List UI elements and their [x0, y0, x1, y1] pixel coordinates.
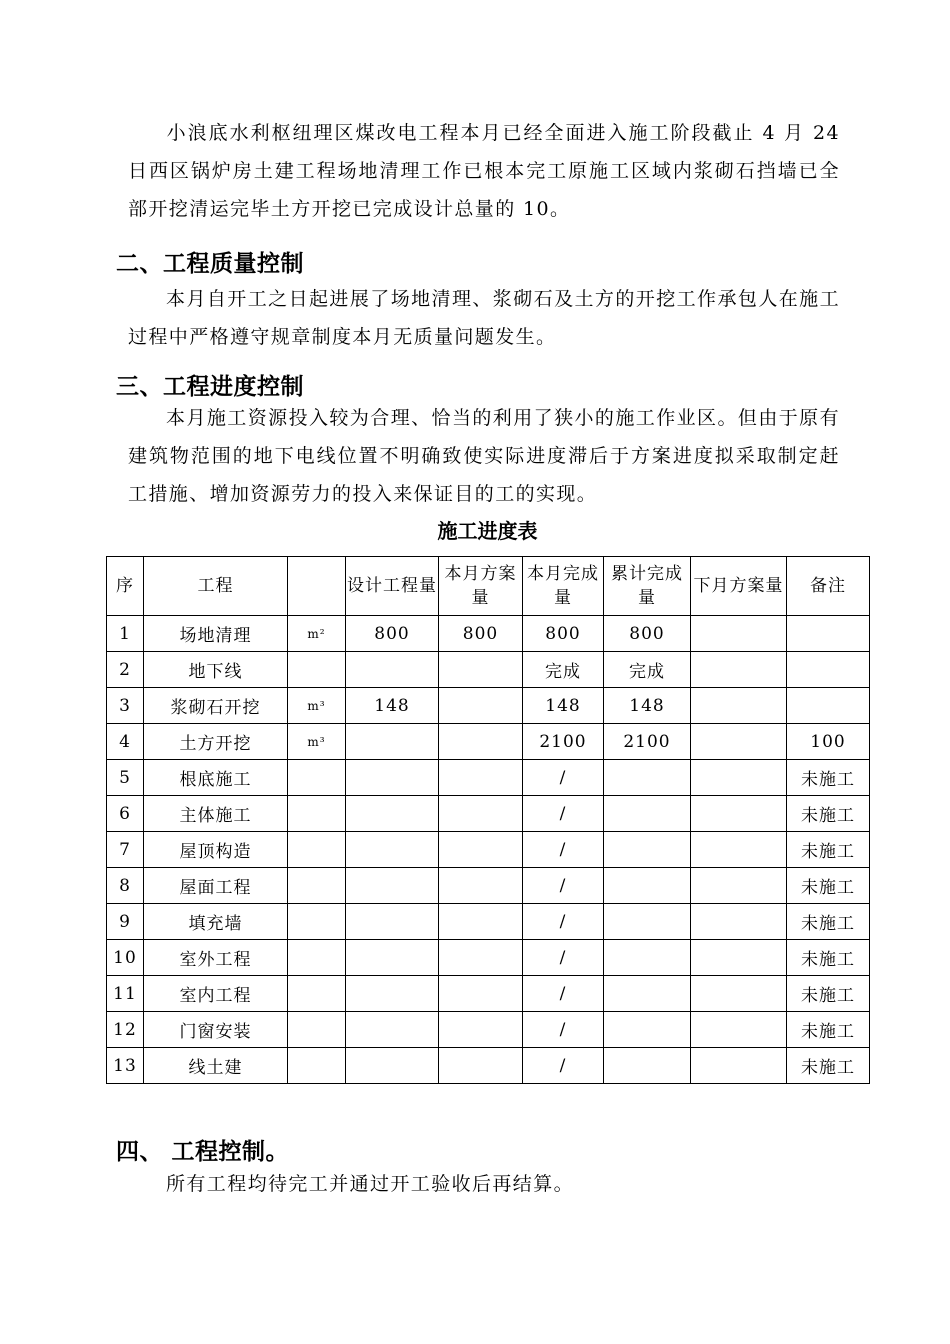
- table-cell: [691, 796, 787, 832]
- table-row: [107, 832, 870, 868]
- table-row: [107, 760, 870, 796]
- table-cell: 未施工: [787, 1048, 870, 1084]
- table-row: [107, 976, 870, 1012]
- section2-paragraph: [128, 280, 840, 356]
- table-cell: [604, 760, 691, 796]
- table-cell: [439, 940, 523, 976]
- schedule-table: [106, 556, 870, 1084]
- table-cell: 未施工: [787, 976, 870, 1012]
- header-cell: 累计完成量: [604, 557, 691, 616]
- table-cell: 完成: [523, 652, 604, 688]
- unit-cell: [288, 796, 346, 832]
- header-cell: 序: [107, 557, 144, 616]
- header-cell: 本月完成量: [523, 557, 604, 616]
- unit-cell: [288, 940, 346, 976]
- table-row: [107, 796, 870, 832]
- table-cell: 148: [604, 688, 691, 724]
- table-cell: 4: [107, 724, 144, 760]
- table-cell: 屋顶构造: [144, 832, 288, 868]
- table-cell: /: [523, 796, 604, 832]
- table-cell: [691, 652, 787, 688]
- schedule-table-title: 施工进度表: [437, 519, 538, 543]
- table-cell: 800: [439, 616, 523, 652]
- table-cell: [439, 976, 523, 1012]
- table-cell: 地下线: [144, 652, 288, 688]
- table-cell: 2100: [604, 724, 691, 760]
- section4-text: 所有工程均待完工并通过开工验收后再结算。: [166, 1173, 575, 1195]
- table-cell: 场地清理: [144, 616, 288, 652]
- unit-cell: [288, 1048, 346, 1084]
- table-cell: 未施工: [787, 904, 870, 940]
- table-cell: [346, 796, 439, 832]
- table-cell: /: [523, 940, 604, 976]
- table-cell: 未施工: [787, 760, 870, 796]
- table-row: [107, 904, 870, 940]
- table-cell: [439, 868, 523, 904]
- table-cell: [691, 904, 787, 940]
- table-cell: 12: [107, 1012, 144, 1048]
- table-cell: [691, 760, 787, 796]
- intro-text: 小浪底水利枢纽理区煤改电工程本月已经全面进入施工阶段截止 4 月 24 日西区锅炉房土建工程场地清理工作已根本完工原施工区域内浆砌石挡墙已全部开挖清运完毕土方开挖已完成设计总量的 10。: [128, 122, 840, 220]
- table-cell: 148: [523, 688, 604, 724]
- table-cell: [346, 652, 439, 688]
- table-cell: [346, 760, 439, 796]
- table-cell: 屋面工程: [144, 868, 288, 904]
- header-cell: 备注: [787, 557, 870, 616]
- table-row: [107, 724, 870, 760]
- table-cell: [346, 1012, 439, 1048]
- table-cell: /: [523, 760, 604, 796]
- table-cell: 室外工程: [144, 940, 288, 976]
- table-cell: [439, 904, 523, 940]
- table-cell: 100: [787, 724, 870, 760]
- table-cell: /: [523, 976, 604, 1012]
- table-cell: 3: [107, 688, 144, 724]
- unit-cell: [288, 1012, 346, 1048]
- table-cell: [604, 868, 691, 904]
- table-cell: [604, 940, 691, 976]
- header-cell: 工程: [144, 557, 288, 616]
- table-cell: 11: [107, 976, 144, 1012]
- section3-text: 本月施工资源投入较为合理、恰当的利用了狭小的施工作业区。但由于原有建筑物范围的地下电线位置不明确致使实际进度滞后于方案进度拟采取制定赶工措施、增加资源劳力的投入来保证目的工的实现。: [128, 407, 840, 505]
- table-cell: 土方开挖: [144, 724, 288, 760]
- table-cell: 8: [107, 868, 144, 904]
- unit-cell: [288, 652, 346, 688]
- table-cell: 未施工: [787, 832, 870, 868]
- table-cell: 未施工: [787, 868, 870, 904]
- table-cell: /: [523, 1012, 604, 1048]
- table-cell: /: [523, 868, 604, 904]
- table-row: [107, 616, 870, 652]
- table-cell: 室内工程: [144, 976, 288, 1012]
- unit-cell: m³: [288, 724, 346, 760]
- table-cell: [691, 724, 787, 760]
- unit-cell: [288, 868, 346, 904]
- table-cell: [346, 904, 439, 940]
- table-cell: [439, 688, 523, 724]
- table-cell: 线土建: [144, 1048, 288, 1084]
- table-cell: /: [523, 1048, 604, 1084]
- table-cell: 完成: [604, 652, 691, 688]
- table-row: [107, 688, 870, 724]
- table-row: [107, 652, 870, 688]
- unit-cell: m²: [288, 616, 346, 652]
- table-cell: [691, 976, 787, 1012]
- table-cell: 未施工: [787, 796, 870, 832]
- table-cell: 门窗安装: [144, 1012, 288, 1048]
- table-cell: [439, 760, 523, 796]
- table-row: [107, 940, 870, 976]
- table-cell: 9: [107, 904, 144, 940]
- table-cell: [691, 868, 787, 904]
- table-cell: 800: [604, 616, 691, 652]
- table-cell: [691, 832, 787, 868]
- section4-paragraph: [128, 1165, 840, 1203]
- section2-text: 本月自开工之日起进展了场地清理、浆砌石及土方的开挖工作承包人在施工过程中严格遵守规章制度本月无质量问题发生。: [128, 288, 840, 348]
- table-cell: [604, 796, 691, 832]
- unit-cell: [288, 904, 346, 940]
- table-cell: [346, 868, 439, 904]
- table-cell: [439, 1048, 523, 1084]
- table-cell: [787, 688, 870, 724]
- table-cell: [691, 1012, 787, 1048]
- table-cell: 5: [107, 760, 144, 796]
- table-cell: [346, 940, 439, 976]
- table-cell: [604, 904, 691, 940]
- table-cell: 6: [107, 796, 144, 832]
- table-cell: [787, 652, 870, 688]
- table-cell: 未施工: [787, 1012, 870, 1048]
- table-cell: [439, 832, 523, 868]
- table-row: [107, 1012, 870, 1048]
- table-cell: 800: [523, 616, 604, 652]
- section4-heading: 四、 工程控制。: [116, 1139, 290, 1165]
- unit-cell: m³: [288, 688, 346, 724]
- table-cell: [439, 1012, 523, 1048]
- table-cell: [691, 940, 787, 976]
- table-cell: [691, 1048, 787, 1084]
- table-cell: 13: [107, 1048, 144, 1084]
- table-cell: [691, 616, 787, 652]
- intro-paragraph: [128, 114, 840, 228]
- table-cell: [439, 796, 523, 832]
- section3-heading: 三、工程进度控制: [116, 374, 304, 400]
- unit-cell: [288, 760, 346, 796]
- header-cell: 下月方案量: [691, 557, 787, 616]
- table-cell: [346, 1048, 439, 1084]
- table-cell: [604, 1048, 691, 1084]
- table-cell: [439, 652, 523, 688]
- section2-heading: 二、工程质量控制: [116, 251, 304, 277]
- table-cell: 1: [107, 616, 144, 652]
- table-cell: [346, 724, 439, 760]
- header-cell: [288, 557, 346, 616]
- table-cell: [604, 1012, 691, 1048]
- table-cell: 浆砌石开挖: [144, 688, 288, 724]
- table-cell: [346, 832, 439, 868]
- table-cell: 800: [346, 616, 439, 652]
- table-cell: 填充墙: [144, 904, 288, 940]
- table-cell: 主体施工: [144, 796, 288, 832]
- table-cell: /: [523, 904, 604, 940]
- section3-paragraph: [128, 399, 840, 513]
- table-cell: [604, 832, 691, 868]
- table-cell: [346, 976, 439, 1012]
- table-cell: [439, 724, 523, 760]
- unit-cell: [288, 976, 346, 1012]
- header-cell: 本月方案量: [439, 557, 523, 616]
- table-cell: 148: [346, 688, 439, 724]
- table-cell: 10: [107, 940, 144, 976]
- table-row: [107, 868, 870, 904]
- table-cell: /: [523, 832, 604, 868]
- table-row: [107, 1048, 870, 1084]
- table-cell: 2: [107, 652, 144, 688]
- table-cell: 未施工: [787, 940, 870, 976]
- header-cell: 设计工程量: [346, 557, 439, 616]
- unit-cell: [288, 832, 346, 868]
- table-cell: 根底施工: [144, 760, 288, 796]
- table-cell: 7: [107, 832, 144, 868]
- table-cell: [691, 688, 787, 724]
- table-cell: [604, 976, 691, 1012]
- table-header-row: [107, 557, 870, 616]
- table-cell: [787, 616, 870, 652]
- table-cell: 2100: [523, 724, 604, 760]
